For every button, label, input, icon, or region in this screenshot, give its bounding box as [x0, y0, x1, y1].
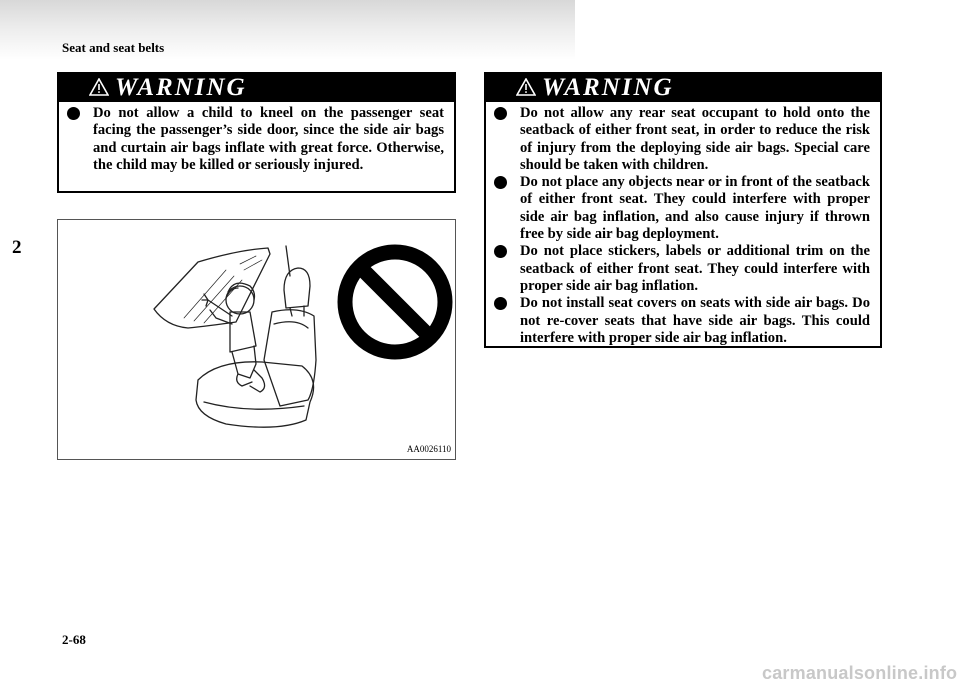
warning-item-text: Do not allow any rear seat occupant to hold onto the seatback of either front seat, in order to reduce the risk of injury from the deploying side air bags. Special care should be taken with children. — [520, 105, 870, 173]
warning-body — [486, 102, 880, 347]
warning-triangle-icon — [89, 78, 109, 96]
warning-item — [494, 174, 870, 243]
bullet-icon — [494, 176, 507, 189]
warning-box-right — [484, 72, 882, 348]
section-title: Seat and seat belts — [62, 40, 165, 55]
bullet-icon — [67, 107, 80, 120]
illustration-child-kneeling — [57, 219, 456, 460]
warning-item — [494, 105, 870, 174]
warning-title: WARNING — [542, 74, 674, 101]
warning-item-text: Do not place any objects near or in front of the seatback of either front seat. They could interfere with proper side air bag inflation, and also cause injury if thrown free by side air bag deployment. — [520, 174, 870, 243]
warning-body — [59, 102, 454, 174]
page-number: 2-68 — [62, 632, 86, 647]
warning-title: WARNING — [115, 74, 247, 101]
warning-item-text: Do not install seat covers on seats with side air bags. Do not re-cover seats that have side air bags. This could interfere with proper side air bag inflation. — [520, 295, 870, 346]
illustration-code: AA0026110 — [406, 444, 451, 454]
bullet-icon — [494, 107, 507, 120]
warning-item — [494, 295, 870, 347]
prohibition-icon — [58, 220, 455, 459]
warning-item — [494, 243, 870, 295]
bullet-icon — [494, 245, 507, 258]
bullet-icon — [494, 297, 507, 310]
warning-item — [67, 105, 444, 174]
warning-item-text: Do not place stickers, labels or additional trim on the seatback of either front seat. They could interfere with proper side air bag inflation. — [520, 243, 870, 294]
warning-item-text: Do not allow a child to kneel on the passenger seat facing the passenger’s side door, since the side air bags and curtain air bags inflate with great force. Otherwise, the child may be killed or seriously injured. — [93, 105, 444, 173]
warning-box-left — [57, 72, 456, 193]
warning-triangle-icon — [516, 78, 536, 96]
warning-header — [59, 74, 454, 102]
chapter-tab-number: 2 — [12, 237, 22, 258]
warning-header — [486, 74, 880, 102]
watermark: carmanualsonline.info — [762, 663, 958, 683]
